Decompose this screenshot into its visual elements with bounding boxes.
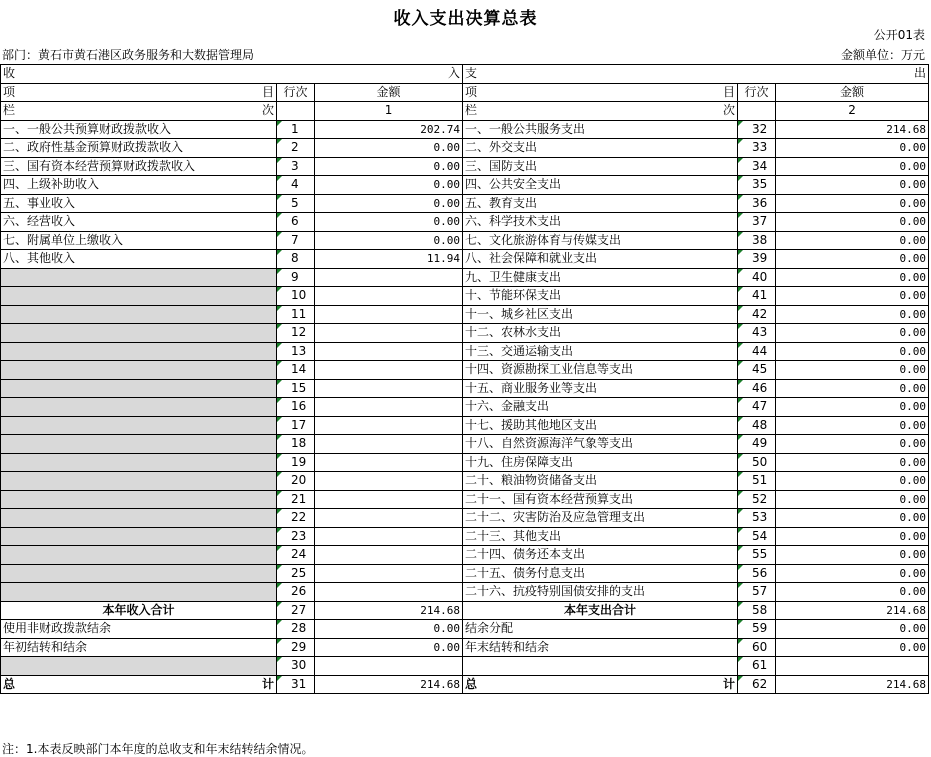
expense-item: 年末结转和结余: [463, 638, 738, 657]
income-header-b: 入: [448, 66, 461, 81]
expense-header-a: 支: [465, 66, 478, 81]
income-amount: 214.68: [315, 601, 463, 620]
expense-item: [463, 657, 738, 676]
expense-amount: 0.00: [776, 176, 929, 195]
expense-row-number: 32: [738, 120, 776, 139]
expense-item: 七、文化旅游体育与传媒支出: [463, 231, 738, 250]
expense-amount: 0.00: [776, 620, 929, 639]
income-item: [1, 472, 277, 491]
income-item: [1, 342, 277, 361]
income-item: [1, 527, 277, 546]
expense-amount: 0.00: [776, 157, 929, 176]
header-row-2: [1, 83, 929, 102]
expense-item: 本年支出合计: [463, 601, 738, 620]
income-amount: 0.00: [315, 176, 463, 195]
expense-row-number: 41: [738, 287, 776, 306]
income-amount: 0.00: [315, 213, 463, 232]
expense-row-number: 54: [738, 527, 776, 546]
table-row: [1, 139, 929, 158]
income-amount: [315, 546, 463, 565]
expense-row-number: 55: [738, 546, 776, 565]
expense-item: 二十、粮油物资储备支出: [463, 472, 738, 491]
income-amount: [315, 453, 463, 472]
table-row: [1, 657, 929, 676]
column-label-blank-right: [738, 102, 776, 121]
income-item: [1, 509, 277, 528]
income-row-number: 20: [277, 472, 315, 491]
table-row: [1, 287, 929, 306]
income-item: 本年收入合计: [1, 601, 277, 620]
income-row-number: 7: [277, 231, 315, 250]
expense-row-number: 62: [738, 675, 776, 694]
expense-item: 十八、自然资源海洋气象等支出: [463, 435, 738, 454]
expense-amount: 0.00: [776, 139, 929, 158]
table-row: [1, 176, 929, 195]
expense-row-number: 61: [738, 657, 776, 676]
expense-row-number: 39: [738, 250, 776, 269]
page-title: 收入支出决算总表: [393, 9, 538, 29]
expense-row-number: 52: [738, 490, 776, 509]
form-number: 公开01表: [873, 28, 925, 42]
table-row: [1, 342, 929, 361]
expense-item: 十二、农林水支出: [463, 324, 738, 343]
income-item: 四、上级补助收入: [1, 176, 277, 195]
income-amount: [315, 342, 463, 361]
income-amount: 0.00: [315, 620, 463, 639]
expense-total-label: [463, 675, 738, 694]
income-total-label: [1, 675, 277, 694]
income-header-a: 收: [3, 66, 16, 81]
expense-amount: 0.00: [776, 324, 929, 343]
column-label-left: [1, 102, 277, 121]
department-label: 部门：黄石市黄石港区政务服务和大数据管理局: [2, 48, 255, 62]
expense-row-number: 35: [738, 176, 776, 195]
expense-row-number: 47: [738, 398, 776, 417]
expense-amount: 0.00: [776, 361, 929, 380]
footnote: 注：1.本表反映部门本年度的总收支和年末结转结余情况。: [2, 742, 314, 756]
expense-row-number: 60: [738, 638, 776, 657]
table-row: [1, 268, 929, 287]
row-no-header-right: 行次: [738, 83, 776, 102]
income-row-number: 31: [277, 675, 315, 694]
table-row: [1, 213, 929, 232]
expense-amount: 0.00: [776, 509, 929, 528]
income-amount: [315, 472, 463, 491]
expense-row-number: 37: [738, 213, 776, 232]
expense-item: 二十四、债务还本支出: [463, 546, 738, 565]
column-label-right: [463, 102, 738, 121]
income-total-label-a: 总: [3, 676, 16, 691]
income-item: [1, 268, 277, 287]
income-item: [1, 546, 277, 565]
row-no-header-left: 行次: [277, 83, 315, 102]
income-item: [1, 564, 277, 583]
expense-item: 三、国防支出: [463, 157, 738, 176]
expense-row-number: 46: [738, 379, 776, 398]
expense-row-number: 45: [738, 361, 776, 380]
income-amount: [315, 379, 463, 398]
table-row: [1, 527, 929, 546]
header-row-3: [1, 102, 929, 121]
expense-item: 五、教育支出: [463, 194, 738, 213]
expense-amount: 0.00: [776, 305, 929, 324]
income-row-number: 6: [277, 213, 315, 232]
table-row: [1, 324, 929, 343]
table-row: [1, 583, 929, 602]
expense-row-number: 34: [738, 157, 776, 176]
expense-amount: 0.00: [776, 472, 929, 491]
income-row-number: 22: [277, 509, 315, 528]
table-row: [1, 638, 929, 657]
income-item: 八、其他收入: [1, 250, 277, 269]
amount-header-left: 金额: [315, 83, 463, 102]
income-amount: [315, 657, 463, 676]
income-item: [1, 490, 277, 509]
table-row: [1, 194, 929, 213]
expense-row-number: 53: [738, 509, 776, 528]
income-row-number: 19: [277, 453, 315, 472]
income-row-number: 24: [277, 546, 315, 565]
expense-amount: 214.68: [776, 120, 929, 139]
expense-amount: 214.68: [776, 601, 929, 620]
expense-amount: 0.00: [776, 638, 929, 657]
income-total-amount: 214.68: [315, 675, 463, 694]
expense-row-number: 36: [738, 194, 776, 213]
expense-row-number: 59: [738, 620, 776, 639]
table-row: [1, 620, 929, 639]
expense-row-number: 44: [738, 342, 776, 361]
income-amount: [315, 398, 463, 417]
income-row-number: 14: [277, 361, 315, 380]
expense-item: 十四、资源勘探工业信息等支出: [463, 361, 738, 380]
income-amount: 0.00: [315, 194, 463, 213]
income-item: 五、事业收入: [1, 194, 277, 213]
expense-amount: 0.00: [776, 398, 929, 417]
expense-header: [463, 65, 929, 84]
column-label-blank-left: [277, 102, 315, 121]
expense-amount: 0.00: [776, 342, 929, 361]
income-item: [1, 379, 277, 398]
expense-row-number: 50: [738, 453, 776, 472]
expense-amount: [776, 657, 929, 676]
unit-label: 金额单位：万元: [840, 48, 925, 62]
table-row: [1, 453, 929, 472]
income-row-number: 23: [277, 527, 315, 546]
expense-amount: 0.00: [776, 490, 929, 509]
column-label-right-b: 次: [723, 103, 736, 118]
expense-item: 四、公共安全支出: [463, 176, 738, 195]
table-row: [1, 416, 929, 435]
expense-item: 十一、城乡社区支出: [463, 305, 738, 324]
income-item: 一、一般公共预算财政拨款收入: [1, 120, 277, 139]
income-amount: [315, 287, 463, 306]
table-row: [1, 472, 929, 491]
expense-row-number: 38: [738, 231, 776, 250]
expense-row-number: 51: [738, 472, 776, 491]
expense-amount: 0.00: [776, 268, 929, 287]
income-row-number: 15: [277, 379, 315, 398]
header-row-1: [1, 65, 929, 84]
income-amount: [315, 564, 463, 583]
expense-amount: 0.00: [776, 194, 929, 213]
income-amount: 0.00: [315, 139, 463, 158]
expense-amount: 0.00: [776, 231, 929, 250]
expense-item: 六、科学技术支出: [463, 213, 738, 232]
income-item: [1, 583, 277, 602]
expense-amount: 0.00: [776, 250, 929, 269]
income-item: [1, 416, 277, 435]
income-item: [1, 287, 277, 306]
income-amount: [315, 527, 463, 546]
income-row-number: 21: [277, 490, 315, 509]
income-row-number: 25: [277, 564, 315, 583]
income-amount: 0.00: [315, 157, 463, 176]
column-label-right-a: 栏: [465, 103, 478, 118]
expense-item: 一、一般公共服务支出: [463, 120, 738, 139]
table-row: [1, 120, 929, 139]
expense-row-number: 40: [738, 268, 776, 287]
table-row: [1, 379, 929, 398]
income-row-number: 17: [277, 416, 315, 435]
income-amount: [315, 324, 463, 343]
expense-total-label-a: 总: [465, 676, 478, 691]
expense-amount: 0.00: [776, 416, 929, 435]
income-row-number: 12: [277, 324, 315, 343]
income-row-number: 13: [277, 342, 315, 361]
income-item: [1, 435, 277, 454]
income-item: [1, 657, 277, 676]
expense-item: 十九、住房保障支出: [463, 453, 738, 472]
income-item: 七、附属单位上缴收入: [1, 231, 277, 250]
expense-amount: 0.00: [776, 546, 929, 565]
income-item: 三、国有资本经营预算财政拨款收入: [1, 157, 277, 176]
expense-amount: 0.00: [776, 583, 929, 602]
expense-row-number: 48: [738, 416, 776, 435]
expense-item: 十五、商业服务业等支出: [463, 379, 738, 398]
expense-row-number: 33: [738, 139, 776, 158]
income-row-number: 11: [277, 305, 315, 324]
expense-item: 十六、金融支出: [463, 398, 738, 417]
income-amount: [315, 490, 463, 509]
expense-row-number: 58: [738, 601, 776, 620]
income-amount: [315, 435, 463, 454]
expense-amount: 0.00: [776, 287, 929, 306]
income-amount: 0.00: [315, 638, 463, 657]
income-amount: 0.00: [315, 231, 463, 250]
column-number-1: 1: [315, 102, 463, 121]
income-row-number: 10: [277, 287, 315, 306]
income-item: [1, 305, 277, 324]
income-amount: [315, 509, 463, 528]
expense-amount: 0.00: [776, 564, 929, 583]
income-item: 使用非财政拨款结余: [1, 620, 277, 639]
table-row: [1, 546, 929, 565]
item-header-left-a: 项: [3, 84, 16, 99]
income-amount: [315, 583, 463, 602]
income-item: 二、政府性基金预算财政拨款收入: [1, 139, 277, 158]
income-row-number: 30: [277, 657, 315, 676]
table-row: [1, 231, 929, 250]
expense-total-label-b: 计: [723, 676, 736, 691]
expense-item: 二十六、抗疫特别国债安排的支出: [463, 583, 738, 602]
amount-header-right: 金额: [776, 83, 929, 102]
income-row-number: 5: [277, 194, 315, 213]
expense-item: 二十一、国有资本经营预算支出: [463, 490, 738, 509]
expense-row-number: 42: [738, 305, 776, 324]
expense-row-number: 57: [738, 583, 776, 602]
income-row-number: 4: [277, 176, 315, 195]
table-row: [1, 509, 929, 528]
income-total-label-b: 计: [261, 676, 274, 691]
expense-total-amount: 214.68: [776, 675, 929, 694]
income-item: 年初结转和结余: [1, 638, 277, 657]
item-header-left-b: 目: [261, 84, 274, 99]
income-item: [1, 398, 277, 417]
total-row: [1, 675, 929, 694]
table-row: [1, 361, 929, 380]
income-row-number: 18: [277, 435, 315, 454]
expense-row-number: 49: [738, 435, 776, 454]
expense-item: 二、外交支出: [463, 139, 738, 158]
income-row-number: 3: [277, 157, 315, 176]
income-row-number: 29: [277, 638, 315, 657]
income-row-number: 2: [277, 139, 315, 158]
expense-row-number: 56: [738, 564, 776, 583]
expense-item: 十、节能环保支出: [463, 287, 738, 306]
table-row: [1, 490, 929, 509]
income-amount: [315, 361, 463, 380]
item-header-right: [463, 83, 738, 102]
item-header-right-b: 目: [723, 84, 736, 99]
income-item: [1, 324, 277, 343]
income-row-number: 1: [277, 120, 315, 139]
expense-header-b: 出: [914, 66, 927, 81]
income-amount: [315, 305, 463, 324]
income-item: [1, 361, 277, 380]
income-row-number: 8: [277, 250, 315, 269]
table-row: [1, 157, 929, 176]
expense-item: 二十三、其他支出: [463, 527, 738, 546]
income-amount: 202.74: [315, 120, 463, 139]
subtotal-row: [1, 601, 929, 620]
income-item: [1, 453, 277, 472]
income-amount: [315, 268, 463, 287]
table-row: [1, 250, 929, 269]
column-label-left-a: 栏: [3, 103, 16, 118]
item-header-right-a: 项: [465, 84, 478, 99]
income-item: 六、经营收入: [1, 213, 277, 232]
column-label-left-b: 次: [261, 103, 274, 118]
expense-item: 二十五、债务付息支出: [463, 564, 738, 583]
income-amount: 11.94: [315, 250, 463, 269]
income-amount: [315, 416, 463, 435]
summary-table: [0, 64, 929, 694]
expense-amount: 0.00: [776, 379, 929, 398]
income-row-number: 26: [277, 583, 315, 602]
income-header: [1, 65, 463, 84]
income-row-number: 9: [277, 268, 315, 287]
income-row-number: 28: [277, 620, 315, 639]
table-row: [1, 305, 929, 324]
expense-item: 十三、交通运输支出: [463, 342, 738, 361]
expense-item: 十七、援助其他地区支出: [463, 416, 738, 435]
expense-amount: 0.00: [776, 435, 929, 454]
expense-amount: 0.00: [776, 213, 929, 232]
table-row: [1, 398, 929, 417]
table-row: [1, 564, 929, 583]
table-row: [1, 435, 929, 454]
item-header-left: [1, 83, 277, 102]
expense-item: 结余分配: [463, 620, 738, 639]
expense-amount: 0.00: [776, 527, 929, 546]
expense-row-number: 43: [738, 324, 776, 343]
income-row-number: 16: [277, 398, 315, 417]
column-number-2: 2: [776, 102, 929, 121]
expense-item: 八、社会保障和就业支出: [463, 250, 738, 269]
expense-item: 二十二、灾害防治及应急管理支出: [463, 509, 738, 528]
expense-amount: 0.00: [776, 453, 929, 472]
expense-item: 九、卫生健康支出: [463, 268, 738, 287]
income-row-number: 27: [277, 601, 315, 620]
